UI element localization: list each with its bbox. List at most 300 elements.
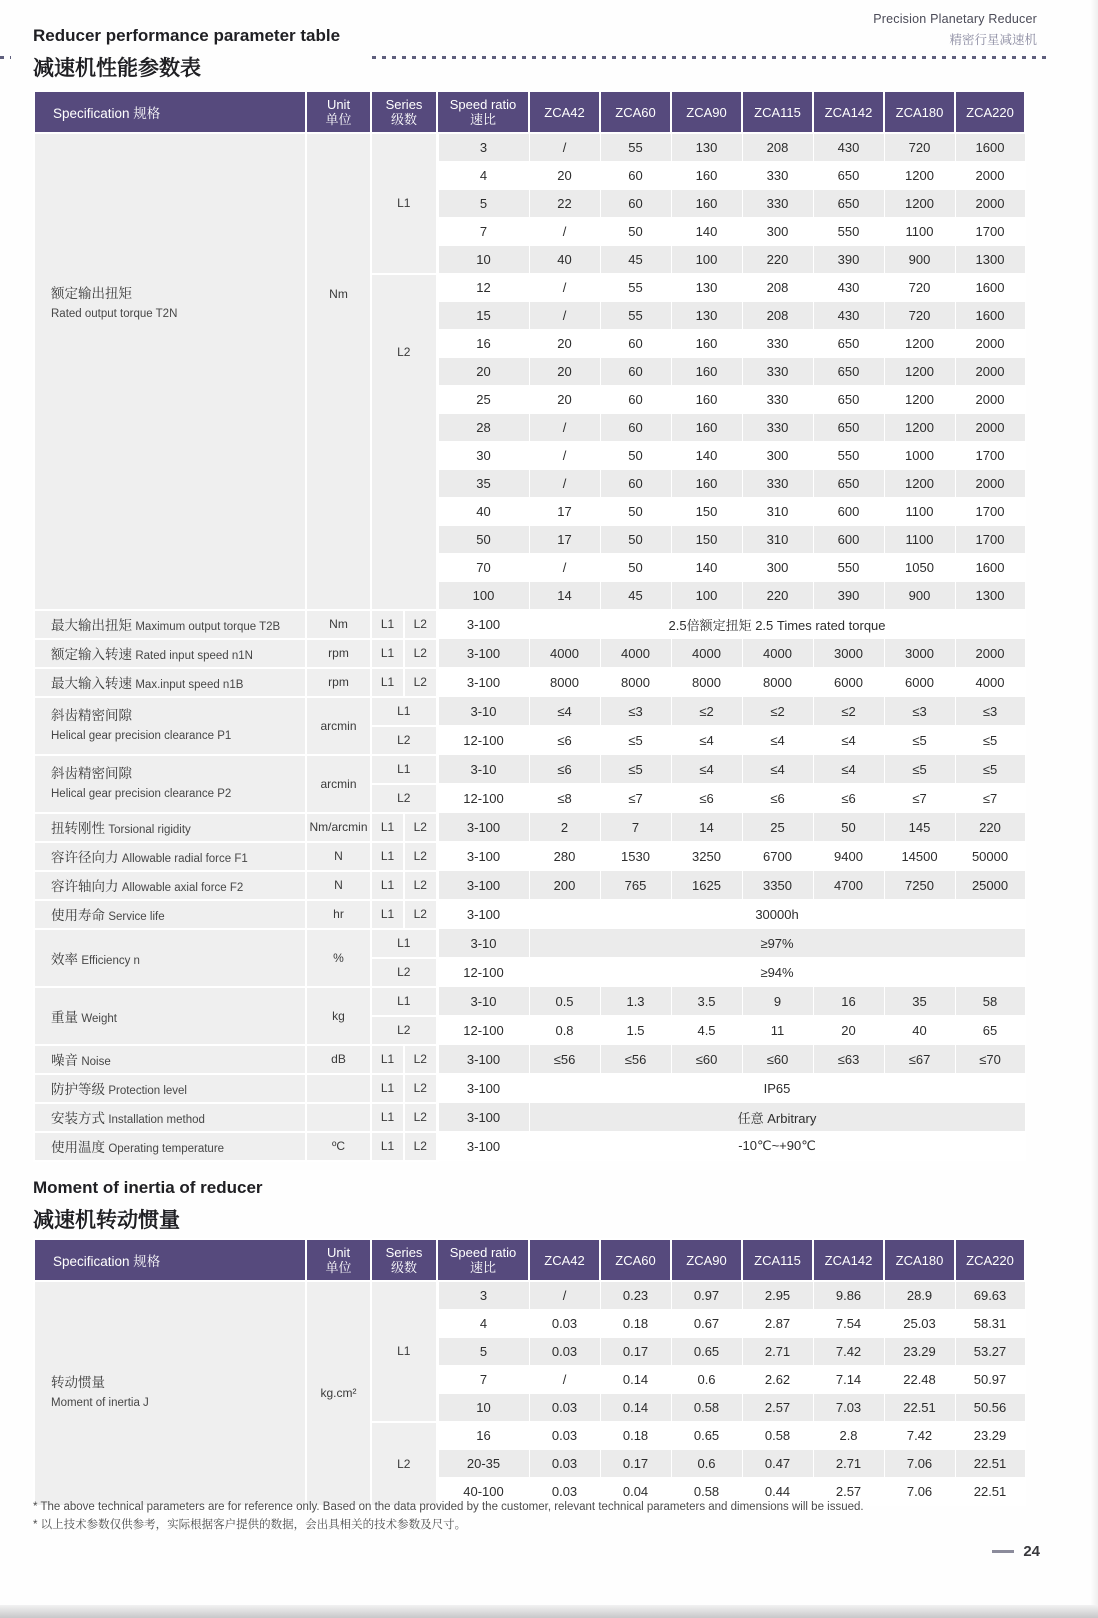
value-cell: ≤4 [813,726,884,755]
value-cell: 22.48 [884,1366,955,1394]
series-cell: L1 [371,929,437,958]
value-cell: 1700 [955,442,1025,470]
value-cell: 1000 [884,442,955,470]
spec-cell: 重量 Weight [34,987,306,1045]
ratio-cell: 3-10 [437,987,529,1016]
value-cell: 1100 [884,526,955,554]
series-cell: L2 [404,610,437,639]
header-unit: Unit 单位 [306,91,371,133]
value-cell: ≤6 [671,784,742,813]
value-cell: 2.8 [813,1422,884,1450]
value-cell: 0.8 [529,1016,600,1045]
ratio-cell: 10 [437,1394,529,1422]
table-row [34,668,1025,697]
value-cell: 208 [742,274,813,302]
series-cell: L2 [404,842,437,871]
value-cell: ≤6 [529,755,600,784]
ratio-cell: 50 [437,526,529,554]
value-cell: 0.03 [529,1394,600,1422]
value-cell: 9400 [813,842,884,871]
value-cell: ≤4 [671,726,742,755]
spec-cell: 最大输入转速 Max.input speed n1B [34,668,306,697]
value-cell: 6000 [884,668,955,697]
value-cell: / [529,1366,600,1394]
series-cell: L2 [404,1074,437,1103]
ratio-cell: 3-10 [437,697,529,726]
value-cell: 330 [742,414,813,442]
value-cell: 0.14 [600,1366,671,1394]
value-cell: 1600 [955,133,1025,162]
value-cell: 22 [529,190,600,218]
value-cell: 2000 [955,330,1025,358]
value-cell: 220 [742,246,813,274]
ratio-cell: 12-100 [437,784,529,813]
value-cell: 25.03 [884,1310,955,1338]
value-cell: 0.17 [600,1450,671,1478]
value-cell: ≤4 [671,755,742,784]
unit-cell: % [306,929,371,987]
value-cell: 0.58 [671,1478,742,1506]
value-cell: ≤4 [529,697,600,726]
ratio-cell: 3-100 [437,813,529,842]
span-value-cell: 30000h [529,900,1025,929]
value-cell: 60 [600,330,671,358]
value-cell: 69.63 [955,1281,1025,1310]
table-row [34,133,1025,162]
page-number-dash [992,1550,1014,1553]
value-cell: 3000 [813,639,884,668]
value-cell: 0.44 [742,1478,813,1506]
value-cell: 200 [529,871,600,900]
value-cell: 0.03 [529,1422,600,1450]
value-cell: 160 [671,358,742,386]
value-cell: 0.03 [529,1478,600,1506]
value-cell: 9 [742,987,813,1016]
value-cell: 650 [813,386,884,414]
value-cell: 40 [529,246,600,274]
value-cell: 430 [813,274,884,302]
value-cell: 130 [671,302,742,330]
value-cell: 300 [742,218,813,246]
table-row [34,813,1025,842]
value-cell: ≤70 [955,1045,1025,1074]
header-unit: Unit 单位 [306,1239,371,1281]
value-cell: 330 [742,190,813,218]
ratio-cell: 3-100 [437,1103,529,1132]
value-cell: 53.27 [955,1338,1025,1366]
spec-cell: 转动惯量 Moment of inertia J [34,1281,306,1506]
page-number-block [992,1543,1040,1560]
ratio-cell: 3-100 [437,639,529,668]
value-cell: 4.5 [671,1016,742,1045]
value-cell: 4000 [529,639,600,668]
value-cell: 650 [813,162,884,190]
header-specification: Specification 规格 [34,1239,306,1281]
value-cell: 50 [600,442,671,470]
value-cell: 35 [884,987,955,1016]
value-cell: ≤4 [742,726,813,755]
value-cell: 0.58 [671,1394,742,1422]
value-cell: 2.57 [813,1478,884,1506]
value-cell: ≤5 [884,726,955,755]
unit-cell: Nm [306,133,371,610]
value-cell: 25 [742,813,813,842]
value-cell: 150 [671,526,742,554]
value-cell: 1200 [884,190,955,218]
value-cell: 6700 [742,842,813,871]
value-cell: 140 [671,554,742,582]
value-cell: ≤56 [529,1045,600,1074]
ratio-cell: 12-100 [437,1016,529,1045]
value-cell: 650 [813,330,884,358]
ratio-cell: 3-100 [437,668,529,697]
unit-cell: rpm [306,668,371,697]
value-cell: 1050 [884,554,955,582]
table-row [34,755,1025,784]
ratio-cell: 35 [437,470,529,498]
value-cell: 0.23 [600,1281,671,1310]
value-cell: 20 [813,1016,884,1045]
value-cell: 280 [529,842,600,871]
header-model: ZCA42 [529,1239,600,1281]
value-cell: 1200 [884,330,955,358]
ratio-cell: 20-35 [437,1450,529,1478]
value-cell: 0.47 [742,1450,813,1478]
value-cell: 208 [742,302,813,330]
value-cell: 1600 [955,302,1025,330]
value-cell: 2000 [955,639,1025,668]
header-row [34,91,1025,133]
value-cell: 11 [742,1016,813,1045]
value-cell: 20 [529,330,600,358]
spec-cell: 安装方式 Installation method [34,1103,306,1132]
value-cell: 1200 [884,358,955,386]
value-cell: ≤60 [742,1045,813,1074]
unit-cell: kg [306,987,371,1045]
value-cell: 22.51 [884,1394,955,1422]
value-cell: 4700 [813,871,884,900]
value-cell: 160 [671,162,742,190]
ratio-cell: 3-10 [437,929,529,958]
unit-cell: dB [306,1045,371,1074]
value-cell: / [529,470,600,498]
value-cell: 17 [529,498,600,526]
value-cell: 0.17 [600,1338,671,1366]
unit-cell: N [306,842,371,871]
table-row [34,900,1025,929]
value-cell: 7.54 [813,1310,884,1338]
value-cell: 1.5 [600,1016,671,1045]
value-cell: 1100 [884,218,955,246]
series-cell: L2 [404,639,437,668]
value-cell: 2.71 [813,1450,884,1478]
value-cell: ≤5 [600,726,671,755]
value-cell: 0.04 [600,1478,671,1506]
value-cell: ≤7 [884,784,955,813]
value-cell: 300 [742,442,813,470]
series-cell: L2 [404,900,437,929]
value-cell: 65 [955,1016,1025,1045]
value-cell: 220 [742,582,813,610]
ratio-cell: 40 [437,498,529,526]
series-cell: L1 [371,1103,404,1132]
ratio-cell: 3-100 [437,1132,529,1161]
value-cell: 160 [671,190,742,218]
table-row [34,1281,1025,1310]
value-cell: 1200 [884,414,955,442]
value-cell: 2.95 [742,1281,813,1310]
value-cell: 4000 [671,639,742,668]
series-cell: L2 [404,813,437,842]
header-model: ZCA220 [955,1239,1025,1281]
value-cell: 130 [671,274,742,302]
value-cell: 160 [671,330,742,358]
value-cell: ≤6 [813,784,884,813]
value-cell: 50000 [955,842,1025,871]
value-cell: 140 [671,442,742,470]
value-cell: 1700 [955,498,1025,526]
spec-cell: 噪音 Noise [34,1045,306,1074]
header-series: Series 级数 [371,1239,437,1281]
value-cell: 130 [671,133,742,162]
value-cell: 550 [813,442,884,470]
brand-block [873,12,1037,48]
unit-cell: kg.cm² [306,1281,371,1506]
unit-cell: N [306,871,371,900]
value-cell: 60 [600,162,671,190]
value-cell: 14 [671,813,742,842]
header-model: ZCA60 [600,91,671,133]
value-cell: 8000 [529,668,600,697]
value-cell: 430 [813,133,884,162]
value-cell: 20 [529,386,600,414]
value-cell: 330 [742,162,813,190]
page-right-edge-shadow [1090,0,1098,1605]
value-cell: 0.18 [600,1422,671,1450]
ratio-cell: 3-100 [437,1045,529,1074]
span-value-cell: -10℃~+90℃ [529,1132,1025,1161]
value-cell: 7.14 [813,1366,884,1394]
table-row [34,639,1025,668]
value-cell: 45 [600,582,671,610]
series-cell: L1 [371,1132,404,1161]
dashed-divider [372,56,1048,59]
series-cell: L1 [371,900,404,929]
value-cell: 4000 [742,639,813,668]
table-row [34,1103,1025,1132]
ratio-cell: 7 [437,1366,529,1394]
header-series: Series 级数 [371,91,437,133]
spec-cell: 斜齿精密间隙 Helical gear precision clearance P1 [34,697,306,755]
header-model: ZCA90 [671,1239,742,1281]
value-cell: 150 [671,498,742,526]
value-cell: 8000 [671,668,742,697]
value-cell: 7250 [884,871,955,900]
value-cell: 330 [742,470,813,498]
ratio-cell: 3-100 [437,1074,529,1103]
value-cell: 0.67 [671,1310,742,1338]
value-cell: ≤4 [813,755,884,784]
value-cell: 0.65 [671,1338,742,1366]
value-cell: 310 [742,498,813,526]
value-cell: ≤2 [813,697,884,726]
value-cell: 300 [742,554,813,582]
value-cell: 20 [529,358,600,386]
series-cell: L1 [371,133,437,274]
spec-cell: 防护等级 Protection level [34,1074,306,1103]
ratio-cell: 3 [437,133,529,162]
value-cell: 160 [671,470,742,498]
series-cell: L1 [371,610,404,639]
ratio-cell: 25 [437,386,529,414]
value-cell: 7.06 [884,1450,955,1478]
ratio-cell: 40-100 [437,1478,529,1506]
value-cell: 720 [884,133,955,162]
value-cell: 0.6 [671,1450,742,1478]
value-cell: 330 [742,330,813,358]
value-cell: 0.03 [529,1338,600,1366]
table-row [34,871,1025,900]
brand-name-zh: 精密行星减速机 [949,33,1037,47]
value-cell: 650 [813,414,884,442]
value-cell: 2 [529,813,600,842]
value-cell: ≤3 [600,697,671,726]
value-cell: 2000 [955,162,1025,190]
value-cell: ≤8 [529,784,600,813]
value-cell: 160 [671,414,742,442]
value-cell: ≤2 [742,697,813,726]
footnote-en: * The above technical parameters are for reference only. Based on the data provided by the customer, relevant technical parameters and dimensions will be issued. [33,1501,864,1513]
value-cell: 390 [813,246,884,274]
header-specification: Specification 规格 [34,91,306,133]
value-cell: 0.03 [529,1450,600,1478]
value-cell: 2000 [955,190,1025,218]
value-cell: 50 [813,813,884,842]
series-cell: L2 [371,784,437,813]
value-cell: 1700 [955,218,1025,246]
value-cell: ≤5 [955,755,1025,784]
value-cell: ≤63 [813,1045,884,1074]
ratio-cell: 5 [437,190,529,218]
value-cell: ≤5 [600,755,671,784]
span-value-cell: 任意 Arbitrary [529,1103,1025,1132]
unit-cell [306,1103,371,1132]
value-cell: 220 [955,813,1025,842]
value-cell: 55 [600,302,671,330]
value-cell: ≤56 [600,1045,671,1074]
unit-cell: hr [306,900,371,929]
value-cell: 650 [813,358,884,386]
value-cell: 1530 [600,842,671,871]
value-cell: 20 [529,162,600,190]
value-cell: / [529,274,600,302]
value-cell: 390 [813,582,884,610]
ratio-cell: 20 [437,358,529,386]
value-cell: 2.62 [742,1366,813,1394]
value-cell: 1300 [955,246,1025,274]
value-cell: 2.57 [742,1394,813,1422]
value-cell: 2000 [955,470,1025,498]
value-cell: 50 [600,218,671,246]
value-cell: 1200 [884,386,955,414]
page-bottom-edge [0,1605,1098,1618]
inertia-table-title-en: Moment of inertia of reducer [33,1178,263,1197]
inertia-table-title-zh: 减速机转动惯量 [33,1209,180,1232]
value-cell: / [529,218,600,246]
series-cell: L1 [371,1045,404,1074]
brand-name-en: Precision Planetary Reducer [873,12,1037,26]
unit-cell: rpm [306,639,371,668]
value-cell: ≤4 [742,755,813,784]
series-cell: L2 [371,274,437,610]
performance-table [33,90,1026,1162]
spec-cell: 容许径向力 Allowable radial force F1 [34,842,306,871]
spec-cell: 额定输出扭矩 Rated output torque T2N [34,133,306,610]
series-cell: L1 [371,813,404,842]
spec-cell: 效率 Efficiency n [34,929,306,987]
value-cell: / [529,554,600,582]
table-row [34,1045,1025,1074]
value-cell: 23.29 [884,1338,955,1366]
span-value-cell: IP65 [529,1074,1025,1103]
value-cell: 550 [813,218,884,246]
header-model: ZCA115 [742,1239,813,1281]
value-cell: 4000 [955,668,1025,697]
value-cell: 1.3 [600,987,671,1016]
value-cell: 1625 [671,871,742,900]
value-cell: 1600 [955,554,1025,582]
value-cell: 0.14 [600,1394,671,1422]
series-cell: L2 [371,1422,437,1506]
ratio-cell: 100 [437,582,529,610]
series-cell: L2 [404,1132,437,1161]
value-cell: 208 [742,133,813,162]
value-cell: / [529,1281,600,1310]
footnotes [33,1498,864,1534]
value-cell: 600 [813,526,884,554]
value-cell: 60 [600,386,671,414]
value-cell: 7.03 [813,1394,884,1422]
table-row [34,697,1025,726]
value-cell: 140 [671,218,742,246]
footnote-zh: * 以上技术参数仅供参考，实际根据客户提供的数据，会出具相关的技术参数及尺寸。 [33,1519,467,1531]
value-cell: 2.87 [742,1310,813,1338]
spec-cell: 扭转刚性 Torsional rigidity [34,813,306,842]
ratio-cell: 70 [437,554,529,582]
series-cell: L1 [371,639,404,668]
ratio-cell: 3-10 [437,755,529,784]
value-cell: 650 [813,470,884,498]
value-cell: 50 [600,498,671,526]
value-cell: 60 [600,358,671,386]
value-cell: 1100 [884,498,955,526]
header-speed-ratio: Speed ratio 速比 [437,1239,529,1281]
ratio-cell: 3-100 [437,842,529,871]
value-cell: 0.65 [671,1422,742,1450]
ratio-cell: 12-100 [437,726,529,755]
value-cell: 50 [600,526,671,554]
ratio-cell: 30 [437,442,529,470]
table-row [34,929,1025,958]
value-cell: 7.42 [884,1422,955,1450]
spec-cell: 容许轴向力 Allowable axial force F2 [34,871,306,900]
ratio-cell: 3-100 [437,871,529,900]
value-cell: 900 [884,246,955,274]
series-cell: L1 [371,871,404,900]
series-cell: L2 [371,958,437,987]
value-cell: 16 [813,987,884,1016]
value-cell: 8000 [600,668,671,697]
